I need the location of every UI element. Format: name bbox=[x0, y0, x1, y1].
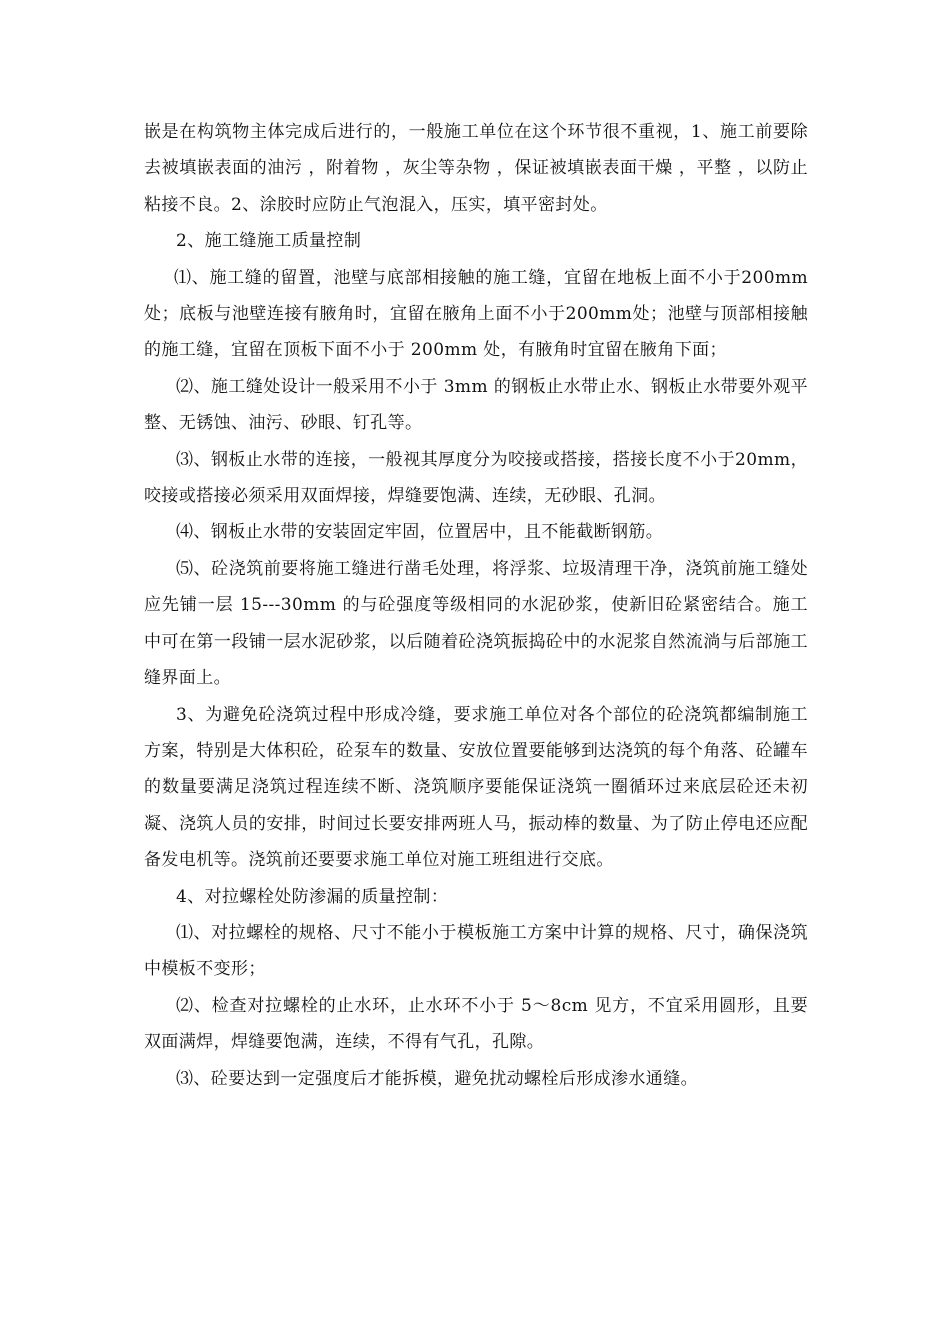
section-heading-tie-bolt: 4、对拉螺栓处防渗漏的质量控制： bbox=[176, 886, 449, 907]
list-item-bolt-2: ⑵、检查对拉螺栓的止水环，止水环不小于 5～8cm 见方，不宜采用圆形，且要双面满焊，焊缝要饱满，连续，不得有气孔，孔隙。 bbox=[144, 995, 808, 1053]
list-item-3: ⑶、钢板止水带的连接，一般视其厚度分为咬接或搭接，搭接长度不小于20mm，咬接或搭接必须采用双面焊接，焊缝要饱满、连续，无砂眼、孔洞。 bbox=[144, 449, 808, 507]
section-paragraph-cold-joint: 3、为避免砼浇筑过程中形成冷缝，要求施工单位对各个部位的砼浇筑都编制施工方案，特别是大体积砼，砼泵车的数量、安放位置要能够到达浇筑的每个角落、砼罐车的数量要满足浇筑过程连续不断、浇筑顺序要能保证浇筑一圈循环过来底层砼还未初凝、浇筑人员的安排，时间过长要安排两班人马，振动棒的数量、为了防止停电还应配备发电机等。浇筑前还要要求施工单位对施工班组进行交底。 bbox=[144, 704, 808, 871]
list-item-1: ⑴、施工缝的留置，池壁与底部相接触的施工缝，宜留在地板上面不小于200mm处；底板与池壁连接有腋角时，宜留在腋角上面不小于200mm处；池壁与顶部相接触的施工缝，宜留在顶板下面不小于 200mm 处，有腋角时宜留在腋角下面； bbox=[144, 267, 808, 361]
document-body bbox=[144, 114, 808, 1097]
list-item-bolt-3: ⑶、砼要达到一定强度后才能拆模，避免扰动螺栓后形成渗水通缝。 bbox=[176, 1068, 698, 1089]
list-item-bolt-1: ⑴、对拉螺栓的规格、尺寸不能小于模板施工方案中计算的规格、尺寸，确保浇筑中模板不变形； bbox=[144, 922, 808, 980]
paragraph-continuation: 嵌是在构筑物主体完成后进行的，一般施工单位在这个环节很不重视，1、施工前要除去被填嵌表面的油污 ，附着物 ，灰尘等杂物 ，保证被填嵌表面干燥 ，平整 ，以防止粘接不良。2、涂胶时应防止气泡混入，压实，填平密封处。 bbox=[144, 122, 808, 215]
list-item-5: ⑸、砼浇筑前要将施工缝进行凿毛处理，将浮浆、垃圾清理干净，浇筑前施工缝处应先铺一层 15---30mm 的与砼强度等级相同的水泥砂浆，使新旧砼紧密结合。施工中可在第一段铺一层水泥砂浆，以后随着砼浇筑振捣砼中的水泥浆自然流淌与后部施工缝界面上。 bbox=[144, 558, 808, 689]
list-item-4: ⑷、钢板止水带的安装固定牢固，位置居中，且不能截断钢筋。 bbox=[176, 522, 664, 543]
section-heading-construction-joint: 2、施工缝施工质量控制 bbox=[176, 231, 362, 252]
list-item-2: ⑵、施工缝处设计一般采用不小于 3mm 的钢板止水带止水、钢板止水带要外观平整、无锈蚀、油污、砂眼、钉孔等。 bbox=[144, 376, 808, 434]
